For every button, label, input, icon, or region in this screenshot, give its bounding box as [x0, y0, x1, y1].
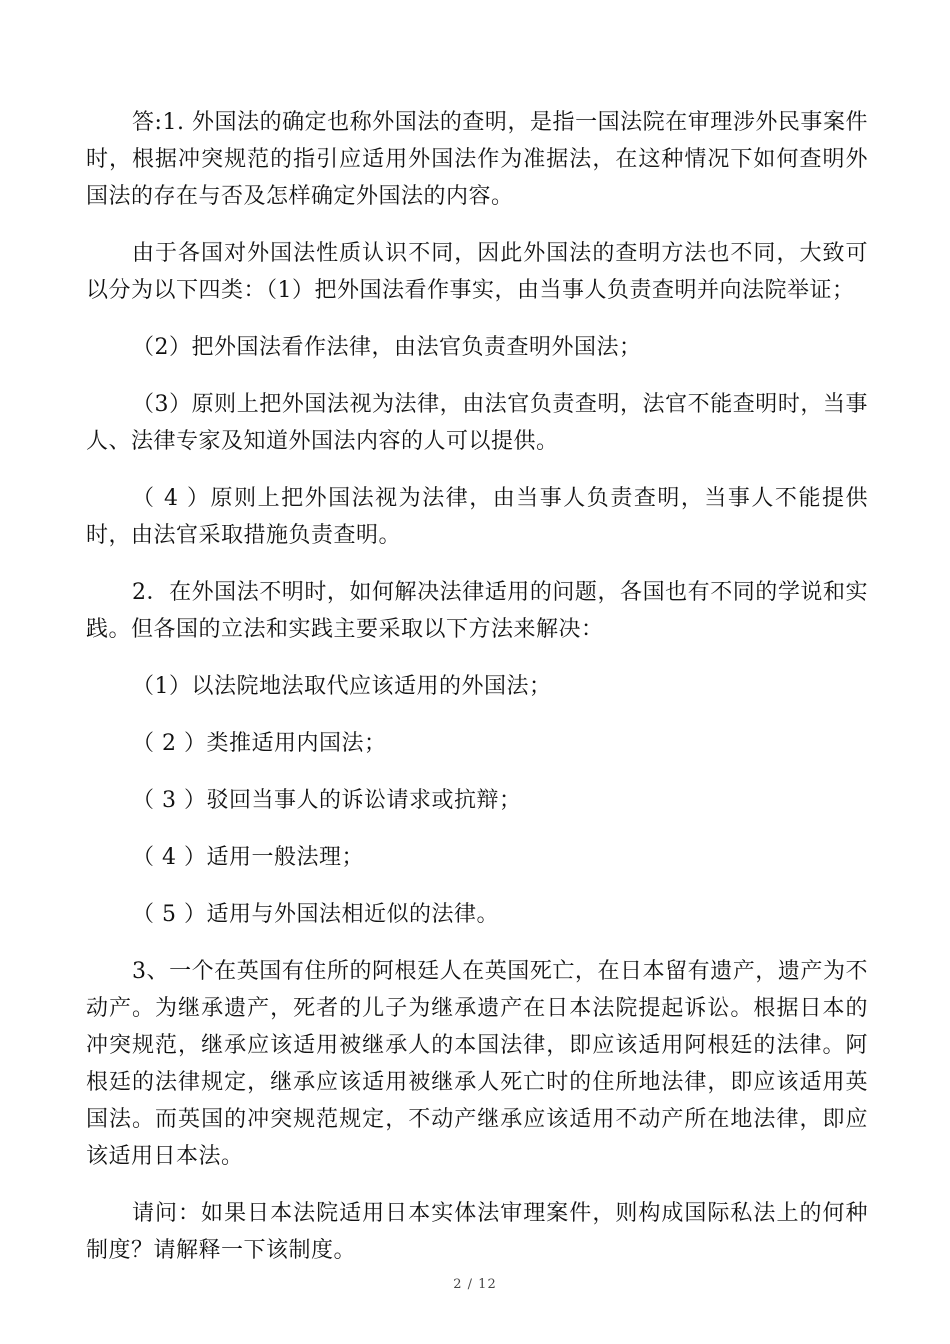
paragraph-solution-2: （ 2 ）类推适用内国法；: [132, 731, 387, 756]
page-number: 2 / 12: [453, 1277, 497, 1292]
paragraph-solution-5: （ 5 ）适用与外国法相近似的法律。: [132, 902, 499, 927]
document-body: [86, 104, 868, 1289]
paragraph-question: 请问：如果日本法院适用日本实体法审理案件，则构成国际私法上的何种制度？请解释一下该制度。: [86, 1201, 868, 1263]
paragraph-method-3: （3）原则上把外国法视为法律，由法官负责查明，法官不能查明时，当事人、法律专家及知道外国法内容的人可以提供。: [86, 392, 868, 454]
paragraph-method-4: （ 4 ）原则上把外国法视为法律，由当事人负责查明，当事人不能提供时，由法官采取措施负责查明。: [86, 486, 868, 548]
paragraph-answer-2: 2．在外国法不明时，如何解决法律适用的问题，各国也有不同的学说和实践。但各国的立法和实践主要采取以下方法来解决：: [86, 580, 868, 642]
paragraph-methods-intro: 由于各国对外国法性质认识不同，因此外国法的查明方法也不同，大致可以分为以下四类：（1）把外国法看作事实，由当事人负责查明并向法院举证；: [86, 241, 868, 303]
paragraph-solution-4: （ 4 ）适用一般法理；: [132, 845, 364, 870]
paragraph-answer-1: 答:1. 外国法的确定也称外国法的查明，是指一国法院在审理涉外民事案件时，根据冲突规范的指引应适用外国法作为准据法，在这种情况下如何查明外国法的存在与否及怎样确定外国法的内容。: [86, 110, 868, 209]
paragraph-case-3: 3、一个在英国有住所的阿根廷人在英国死亡，在日本留有遗产，遗产为不动产。为继承遗产，死者的儿子为继承遗产在日本法院提起诉讼。根据日本的冲突规范，继承应该适用被继承人的本国法律，即应该适用阿根廷的法律。阿根廷的法律规定，继承应该适用被继承人死亡时的住所地法律，即应该适用英国法。而英国的冲突规范规定，不动产继承应该适用不动产所在地法律，即应该适用日本法。: [86, 959, 868, 1169]
paragraph-solution-1: （1）以法院地法取代应该适用的外国法；: [132, 674, 552, 699]
paragraph-solution-3: （ 3 ）驳回当事人的诉讼请求或抗辩；: [132, 788, 522, 813]
paragraph-method-2: （2）把外国法看作法律，由法官负责查明外国法；: [132, 335, 642, 360]
